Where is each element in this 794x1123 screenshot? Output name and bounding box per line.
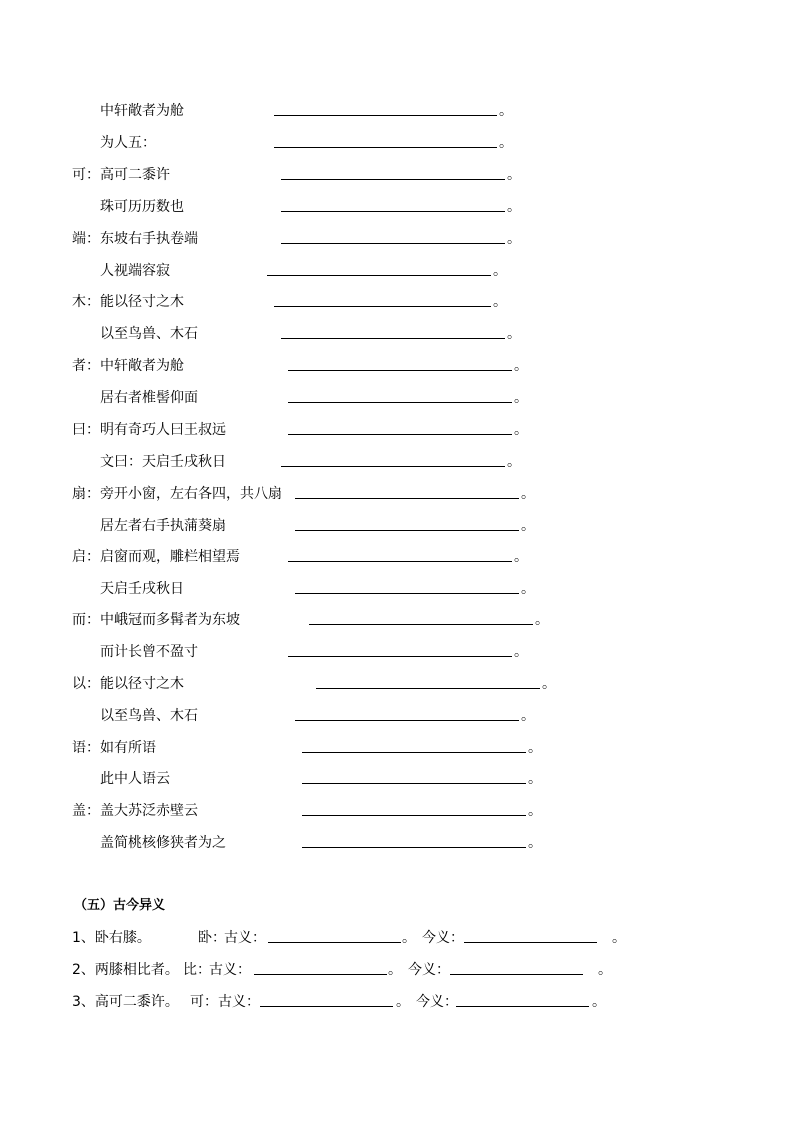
entry-row [0,100,794,122]
answer-blank[interactable] [281,338,505,339]
period-mark: 。 [507,454,521,470]
modern-meaning-label: 今义： [422,930,464,946]
entry-sentence: 旁开小窗，左右各四，共八扇 [100,486,282,502]
entry-row [0,164,794,186]
answer-blank[interactable] [302,815,526,816]
period-mark: 。 [507,231,521,247]
entry-sentence: 以至鸟兽、木石 [100,326,198,342]
entry-sentence: 人视端容寂 [100,263,170,279]
entry-sentence: 盖大苏泛赤壁云 [100,803,198,819]
entry-row [0,832,794,854]
entry-key-word: 端： [72,231,100,247]
period-mark: 。 [514,549,528,565]
entry-sentence: 以至鸟兽、木石 [100,708,198,724]
entry-row [0,196,794,218]
entry-sentence: 中轩敞者为舱 [100,103,184,119]
period-mark: 。 [402,930,416,946]
entry-row [0,323,794,345]
entry-key-word: 语： [72,740,100,756]
answer-blank[interactable] [302,847,526,848]
entry-sentence: 文曰：天启壬戌秋日 [100,454,226,470]
entry-row [0,705,794,727]
answer-blank[interactable] [281,243,505,244]
entry-row [0,419,794,441]
period-mark: 。 [514,390,528,406]
entry-sentence: 明有奇巧人曰王叔远 [100,422,226,438]
modern-meaning-blank[interactable] [450,974,583,975]
period-mark: 。 [493,263,507,279]
entry-sentence: 高可二黍许 [100,167,170,183]
entry-sentence: 为人五： [100,135,156,151]
answer-blank[interactable] [316,688,540,689]
answer-blank[interactable] [288,370,512,371]
entry-row [0,387,794,409]
answer-blank[interactable] [295,720,519,721]
entry-sentence: 能以径寸之木 [100,676,184,692]
period-mark: 。 [514,644,528,660]
answer-blank[interactable] [288,434,512,435]
entry-key-word: 曰： [72,422,100,438]
period-mark: 。 [535,612,549,628]
ancient-meaning-label: 古义： [209,962,251,978]
entry-sentence: 居左者右手执蒲葵扇 [100,518,226,534]
entry-key-word: 可： [72,167,100,183]
question-key-word: 可： [190,994,218,1010]
answer-blank[interactable] [295,498,519,499]
period-mark: 。 [514,358,528,374]
ancient-modern-question [72,927,722,949]
period-mark: 。 [499,103,513,119]
entry-row [0,768,794,790]
answer-blank[interactable] [309,624,533,625]
modern-meaning-blank[interactable] [464,942,597,943]
answer-blank[interactable] [267,275,491,276]
entry-row [0,578,794,600]
entry-sentence: 此中人语云 [100,771,170,787]
entry-sentence: 盖简桃核修狭者为之 [100,835,226,851]
answer-blank[interactable] [302,783,526,784]
entry-row [0,228,794,250]
entry-sentence: 如有所语 [100,740,156,756]
entry-row [0,641,794,663]
period-mark: 。 [521,486,535,502]
period-mark: 。 [528,803,542,819]
section-title: （五）古今异义 [74,898,166,913]
entry-sentence: 珠可历历数也 [100,199,184,215]
period-mark: 。 [507,326,521,342]
period-mark: 。 [499,135,513,151]
entry-sentence: 中峨冠而多髯者为东坡 [100,612,240,628]
entry-row [0,260,794,282]
entry-key-word: 以： [72,676,100,692]
entry-row [0,515,794,537]
answer-blank[interactable] [281,466,505,467]
ancient-meaning-blank[interactable] [254,974,387,975]
ancient-meaning-label: 古义： [224,930,266,946]
period-mark: 。 [507,167,521,183]
entry-row [0,546,794,568]
period-mark: 。 [528,771,542,787]
entry-key-word: 启： [72,549,100,565]
answer-blank[interactable] [302,752,526,753]
period-mark: 。 [514,422,528,438]
entry-key-word: 而： [72,612,100,628]
entry-sentence: 启窗而观，雕栏相望焉 [100,549,240,565]
ancient-meaning-blank[interactable] [268,942,401,943]
entry-row [0,483,794,505]
entry-sentence: 居右者椎髻仰面 [100,390,198,406]
period-mark: 。 [521,581,535,597]
period-mark: 。 [598,962,612,978]
period-mark: 。 [396,994,410,1010]
entry-sentence: 天启壬戌秋日 [100,581,184,597]
answer-blank[interactable] [288,402,512,403]
answer-blank[interactable] [295,530,519,531]
period-mark: 。 [542,676,556,692]
answer-blank[interactable] [281,179,505,180]
ancient-meaning-label: 古义： [218,994,260,1010]
entry-key-word: 扇： [72,486,100,502]
question-sentence: 1、卧右膝。 [72,930,151,946]
period-mark: 。 [521,518,535,534]
period-mark: 。 [612,930,626,946]
answer-blank[interactable] [274,115,497,116]
entry-sentence: 而计长曾不盈寸 [100,644,198,660]
period-mark: 。 [521,708,535,724]
question-sentence: 3、高可二黍许。 [72,994,179,1010]
entry-row [0,132,794,154]
answer-blank[interactable] [295,593,519,594]
entry-key-word: 盖： [72,803,100,819]
period-mark: 。 [507,199,521,215]
question-key-word: 比： [183,962,211,978]
entry-row [0,609,794,631]
entry-sentence: 能以径寸之木 [100,294,184,310]
entry-row [0,355,794,377]
answer-blank[interactable] [288,656,512,657]
modern-meaning-label: 今义： [416,994,458,1010]
entry-sentence: 中轩敞者为舱 [100,358,184,374]
entry-key-word: 者： [72,358,100,374]
entry-sentence: 东坡右手执卷端 [100,231,198,247]
period-mark: 。 [528,740,542,756]
answer-blank[interactable] [281,211,505,212]
entry-row [0,737,794,759]
period-mark: 。 [493,294,507,310]
ancient-meaning-blank[interactable] [260,1006,393,1007]
period-mark: 。 [528,835,542,851]
entry-row [0,800,794,822]
entry-row [0,291,794,313]
entry-row [0,451,794,473]
modern-meaning-blank[interactable] [456,1006,589,1007]
entry-row [0,673,794,695]
period-mark: 。 [388,962,402,978]
answer-blank[interactable] [288,561,512,562]
question-sentence: 2、两膝相比者。 [72,962,179,978]
answer-blank[interactable] [274,147,497,148]
ancient-modern-question [72,991,722,1013]
question-key-word: 卧： [198,930,226,946]
modern-meaning-label: 今义： [408,962,450,978]
period-mark: 。 [592,994,606,1010]
ancient-modern-question [72,959,722,981]
answer-blank[interactable] [274,306,491,307]
entry-key-word: 木： [72,294,100,310]
